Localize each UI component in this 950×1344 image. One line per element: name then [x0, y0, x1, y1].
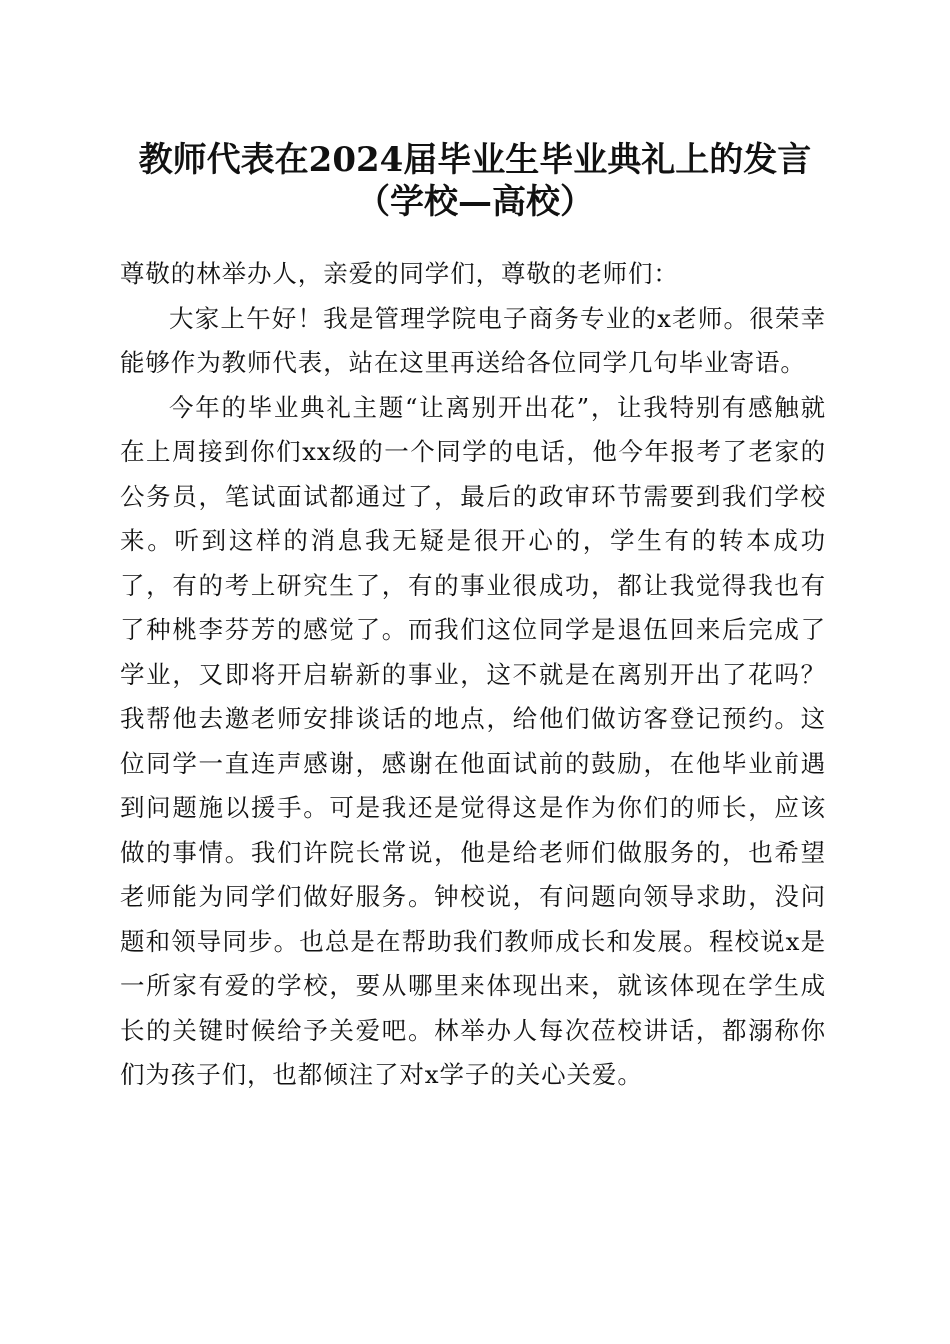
- salutation: 尊敬的林举办人，亲爱的同学们，尊敬的老师们：: [120, 259, 679, 288]
- document-body: [120, 252, 826, 1098]
- paragraph-main: 今年的毕业典礼主题“让离别开出花”，让我特别有感触就在上周接到你们xx级的一个同学的电话，他今年报考了老家的公务员，笔试面试都通过了，最后的政审环节需要到我们学校来。听到这样的消息我无疑是很开心的，学生有的转本成功了，有的考上研究生了，有的事业很成功，都让我觉得我也有了种桃李芬芳的感觉了。而我们这位同学是退伍回来后完成了学业，又即将开启崭新的事业，这不就是在离别开出了花吗？我帮他去邀老师安排谈话的地点，给他们做访客登记预约。这位同学一直连声感谢，感谢在他面试前的鼓励，在他毕业前遇到问题施以援手。可是我还是觉得这是作为你们的师长，应该做的事情。我们许院长常说，他是给老师们做服务的，也希望老师能为同学们做好服务。钟校说，有问题向领导求助，没问题和领导同步。也总是在帮助我们教师成长和发展。程校说x是一所家有爱的学校，要从哪里来体现出来，就该体现在学生成长的关键时候给予关爱吧。林举办人每次莅校讲话，都溺称你们为孩子们，也都倾注了对x学子的关心关爱。: [120, 392, 826, 1089]
- paragraph-greeting: 大家上午好！我是管理学院电子商务专业的x老师。很荣幸能够作为教师代表，站在这里再送给各位同学几句毕业寄语。: [120, 303, 826, 377]
- document-title: 教师代表在2024届毕业生毕业典礼上的发言: [138, 140, 812, 180]
- document-subtitle: （学校—高校）: [356, 182, 594, 222]
